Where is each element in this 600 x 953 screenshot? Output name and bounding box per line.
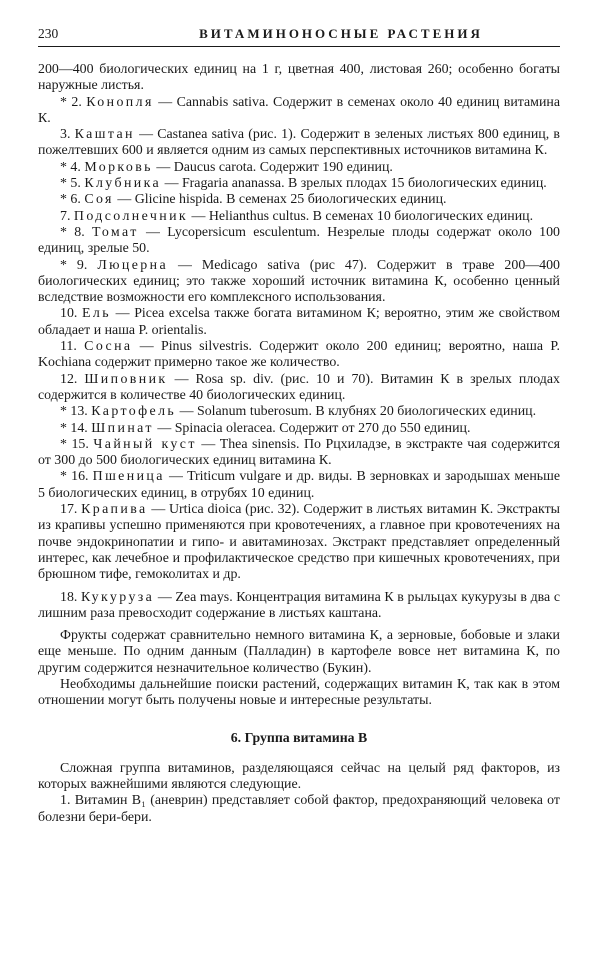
plant-name: Крапива xyxy=(81,502,148,518)
entry-soya: * 6. Соя — Glicine hispida. В семенах 25 биологических единиц. xyxy=(60,192,447,208)
paragraph-vitamin-b1: 1. Витамин В₁ (аневрин) представляет собой фактор, предохраняющий человека от болезни бери-бери. xyxy=(38,793,560,825)
entry-shipovnik: 12. Шиповник — Rosa sp. div. (рис. 10 и 70). Витамин К в зрелых плодах содержится в количестве 40 биологических единиц. xyxy=(38,371,560,403)
paragraph-vitamin-b-intro: Сложная группа витаминов, разделяющаяся сейчас на целый ряд факторов, из которых важнейшими являются следующие. xyxy=(38,760,560,793)
entry-chaynyy-kust: * 15. Чайный куст — Thea sinensis. По Рцхиладзе, в экстракте чая содержится от 300 до 500 биологических единиц витамина К. xyxy=(38,436,561,469)
running-title: ВИТАМИНОНОСНЫЕ РАСТЕНИЯ xyxy=(199,26,483,41)
entry-krapiva: 17. Крапива — Urtica dioica (рис. 32). Содержит в листьях витамин К. Экстракты из крапивы успешно применяются при кровотечениях, а главное при кровотечениях на почве эндокринопатии и гипо- и авитаминозах. Экстракт представляет определенный интерес, как лечебное и профилактическое средство при кишечных кровотечениях, при брюшном тифе, гемоколитах и др. xyxy=(38,502,560,583)
entry-shpinat: * 14. Шпинат — Spinacia oleracea. Содержит от 270 до 550 единиц. xyxy=(60,420,471,436)
entry-klubnika: * 5. Клубника — Fragaria ananassa. В зрелых плодах 15 биологических единиц. xyxy=(60,176,547,192)
plant-name: Томат xyxy=(91,224,139,240)
entry-podsolnechnik: 7. Подсолнечник — Helianthus cultus. В семенах 10 биологических единиц. xyxy=(60,208,534,224)
plant-name: Подсолнечник xyxy=(73,208,189,224)
entry-konoplya: * 2. Конопля — Cannabis sativa. Содержит в семенах около 40 единиц витамина К. xyxy=(38,94,561,126)
entry-kukuruza: 18. Кукуруза — Zea mays. Концентрация витамина К в рыльцах кукурузы в два с лишним раза превосходит содержание в листьях каштана. xyxy=(38,589,561,621)
plant-name: Шпинат xyxy=(91,420,154,436)
page-header xyxy=(38,24,560,47)
plant-name: Пшеница xyxy=(92,469,165,485)
entry-pshenica: * 16. Пшеница — Triticum vulgare и др. виды. В зерновках и зародышах меньше 5 биологических единиц, в отрубях 10 единиц. xyxy=(38,469,560,501)
page-body xyxy=(38,62,560,826)
plant-name: Соя xyxy=(84,192,114,208)
entry-kartofel: * 13. Картофель — Solanum tuberosum. В клубнях 20 биологических единиц. xyxy=(60,404,537,420)
plant-name: Каштан xyxy=(74,127,135,143)
plant-name: Клубника xyxy=(84,176,162,192)
page-number: 230 xyxy=(38,26,59,41)
plant-name: Картофель xyxy=(91,404,177,420)
page xyxy=(38,24,560,826)
plant-name: Сосна xyxy=(84,339,133,355)
plant-name: Кукуруза xyxy=(81,589,155,605)
entry-sosna: 11. Сосна — Pinus silvestris. Содержит около 200 единиц; вероятно, наша P. Kochiana содержит примерно такое же количество. xyxy=(38,339,560,371)
plant-name: Люцерна xyxy=(97,257,169,273)
plant-name: Шиповник xyxy=(84,371,168,387)
plant-name: Морковь xyxy=(84,159,153,175)
section-heading: 6. Группа витамина В xyxy=(230,729,368,745)
entry-tomat: * 8. Томат — Lycopersicum esculentum. Незрелые плоды содержат около 100 единиц, зрелые 50. xyxy=(38,224,560,257)
entry-kashtan: 3. Каштан — Castanea sativa (рис. 1). Содержит в зеленых листьях 800 единиц, в пожелтевших 600 и является одним из самых перспективных источников витамина К. xyxy=(38,127,560,159)
entry-lyucerna: * 9. Люцерна — Medicago sativa (рис 47). Содержит в траве 200—400 биологических единиц; это также хороший источник витамина К, особенно ценный вследствие возможности его комплексного использования. xyxy=(38,257,560,306)
paragraph-fruits: Фрукты содержат сравнительно немного витамина К, а зерновые, бобовые и злаки еще меньше. По одним данным (Палладин) в картофеле вовсе нет витамина К, по другим содержится незначительное количество (Букин). xyxy=(38,628,560,676)
entry-morkov: * 4. Морковь — Daucus carota. Содержит 190 единиц. xyxy=(60,159,393,175)
plant-name: Чайный куст xyxy=(93,436,197,452)
plant-name: Ель xyxy=(82,306,111,322)
paragraph-continuation: 200—400 биологических единиц на 1 г, цветная 400, листовая 260; особенно богаты наружные листья. xyxy=(38,62,560,94)
paragraph-further-search: Необходимы дальнейшие поиски растений, содержащих витамин К, так как в этом отношении могут быть получены новые и интересные результаты. xyxy=(38,676,560,709)
plant-name: Конопля xyxy=(86,94,154,110)
entry-el: 10. Ель — Picea excelsa также богата витамином К; вероятно, этим же свойством обладает и наша P. orientalis. xyxy=(38,306,560,338)
